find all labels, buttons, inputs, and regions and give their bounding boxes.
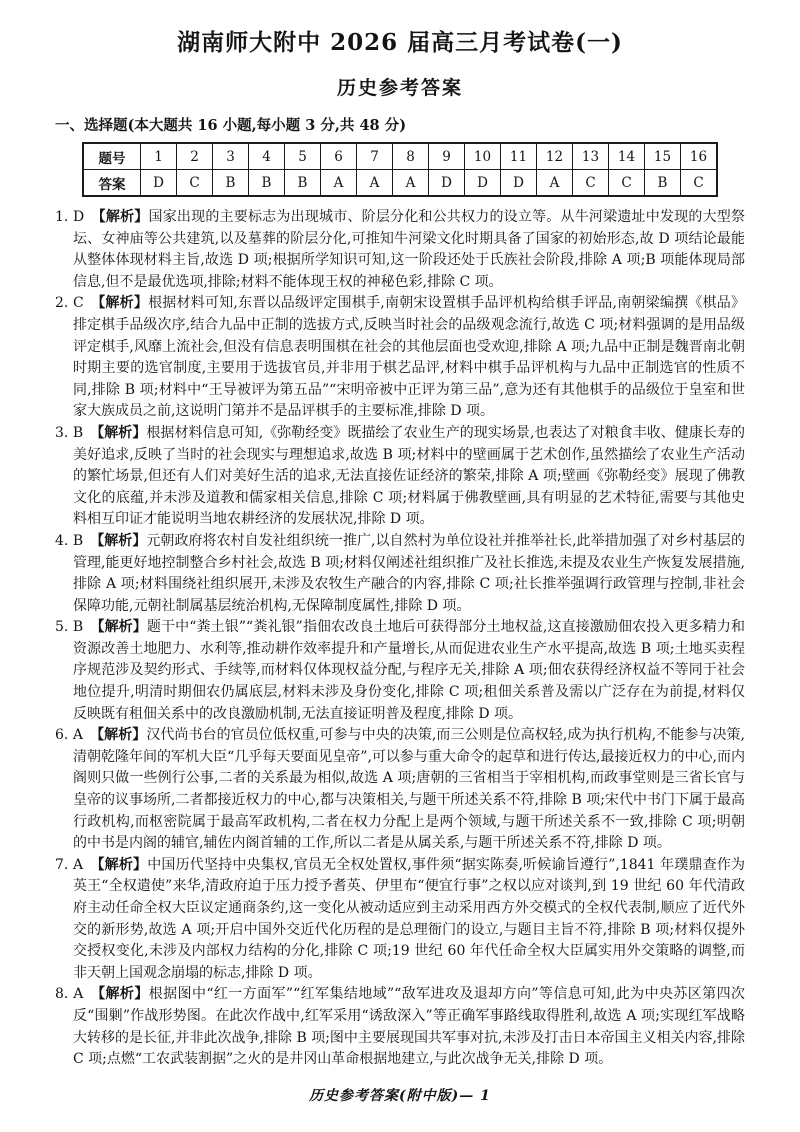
analysis-tag: 【解析】 [98, 295, 149, 312]
question-number-cell: 4 [249, 143, 285, 170]
explanation-text: 根据材料信息可知,《弥勒经变》既描绘了农业生产的现实场景,也表达了对粮食丰收、健康长寿的美好追求,反映了当时的社会现实与理想追求,故选 B 项;材料中的壁画属于艺术创作,虽然描绘了农业生产活动的繁忙场景,但还有人们对美好生活的追求,无法直接佐证经济的繁荣,排除 A 项;壁画《弥勒经变》展现了佛教文化的底蕴,并未涉及道教和儒家相关信息,排除 C 项;材料属于佛教壁画,具有明显的艺术特征,需要与其他史料相互印证才能说明当地农耕经济的发展状况,排除 D 项。 [73, 424, 745, 528]
question-number-cell: 11 [501, 143, 537, 170]
analysis-tag: 【解析】 [98, 209, 149, 225]
question-number-cell: 12 [537, 143, 573, 170]
section-heading-multiple-choice: 一、选择题(本大题共 16 小题,每小题 3 分,共 48 分) [55, 117, 407, 134]
analysis-tag: 【解析】 [97, 727, 147, 744]
question-number-cell: 5 [285, 143, 321, 170]
row-label-question-number: 题号 [83, 143, 141, 170]
question-number-and-answer: 7. A [55, 856, 98, 873]
answer-cell: D [501, 170, 537, 197]
analysis-tag: 【解析】 [97, 856, 148, 873]
explanation-item [55, 855, 745, 985]
question-number-and-answer: 3. B [55, 424, 98, 441]
question-number-and-answer: 6. A [55, 727, 98, 744]
answer-cell: D [465, 170, 501, 197]
answer-cell: C [609, 170, 645, 197]
answer-cell: D [141, 170, 177, 197]
question-number-cell: 10 [465, 143, 501, 170]
explanation-item [55, 207, 745, 293]
explanation-item [55, 423, 745, 531]
explanation-text: 元朝政府将农村自发社组织统一推广,以自然村为单位设社并推举社长,此举措加强了对乡村基层的管理,能更好地控制整合乡村社会,故选 B 项;材料仅阐述社组织推广及社长推选,未提及农业生产恢复发展措施,排除 A 项;材料围绕社组织展开,未涉及农牧生产融合的内容,排除 C 项;社长推举强调行政管理与控制,非社会保障功能,元朝社制属基层统治机构,无保障制度属性,排除 D 项。 [73, 532, 745, 614]
answer-key-title: 历史参考答案 [336, 77, 463, 99]
question-number-and-answer: 5. B [55, 619, 98, 636]
question-number-cell: 13 [573, 143, 609, 170]
explanations-list [55, 207, 745, 1071]
explanation-text: 题干中“粪土银”“粪礼银”指佃农改良土地后可获得部分土地权益,这直接激励佃农投入更多精力和资源改善土地肥力、水利等,推动耕作效率提升和产量增长,从而促进农业生产水平提高,故选 B 项;土地买卖程序规范涉及契约形式、手续等,而材料仅体现权益分配,与程序无关,排除 A 项;佃农获得经济权益不等同于社会地位提升,明清时期佃农仍属底层,材料未涉及身份变化,排除 C 项;租佃关系普及需以广泛存在为前提,材料仅反映既有租佃关系中的改良激励机制,无法直接证明普及程度,排除 D 项。 [73, 619, 745, 722]
answer-cell: C [573, 170, 609, 197]
question-number-and-answer: 4. B [55, 532, 98, 549]
answer-cell: B [249, 170, 285, 197]
answer-cell: A [393, 170, 429, 197]
explanation-text: 中国历代坚持中央集权,官员无全权处置权,事件须“据实陈奏,听候谕旨遵行”,1841 年璞鼎查作为英王“全权遣使”来华,清政府迫于压力授予耆英、伊里布“便宜行事”之权以应对谈判,到 19 世纪 60 年代清政府主动任命全权大臣议定通商条约,这一变化从被动适应到主动采用西方外交模式的全权代表制,顺应了近代外交的新形势,故选 A 项;开启中国外交近代化历程的是总理衙门的设立,与题目主旨不符,排除 B 项;材料仅提外交授权变化,未涉及内部权力结构的分化,排除 C 项;19 世纪 60 年代任命全权大臣属实用外交策略的调整,而非天朝上国观念崩塌的标志,排除 D 项。 [73, 856, 746, 981]
explanation-text: 根据材料可知,东晋以品级评定围棋手,南朝宋设置棋手品评机构给棋手评品,南朝梁编撰《棋品》排定棋手品级次序,结合九品中正制的选拔方式,反映当时社会的品级观念流行,故选 C 项;材料强调的是用品级评定棋手,风靡上流社会,但没有信息表明围棋在社会的其他层面也受欢迎,排除 A 项;九品中正制是魏晋南北朝时期主要的选官制度,主要用于选拔官员,并非用于棋艺品评,材料中棋手品评机构与九品中正制选官的性质不同,排除 B 项;材料中“王导被评为第五品”“宋明帝被中正评为第三品”,意为还有其他棋手的品级位于皇室和世家大族成员之前,这说明门第并不是品评棋手的主要标准,排除 D 项。 [73, 295, 745, 420]
question-number-and-answer: 1. D [55, 209, 99, 225]
question-number-cell: 9 [429, 143, 465, 170]
page-footer: 历史参考答案(附中版)— 1 [309, 1087, 491, 1104]
question-number-cell: 3 [213, 143, 249, 170]
analysis-tag: 【解析】 [97, 619, 147, 636]
explanation-item [55, 725, 745, 855]
answer-table [82, 142, 718, 197]
answer-cell: D [429, 170, 465, 197]
question-number-cell: 7 [357, 143, 393, 170]
answer-cell: B [213, 170, 249, 197]
answer-row [83, 170, 717, 197]
answer-cell: C [681, 170, 718, 197]
answer-cell: A [321, 170, 357, 197]
question-number-cell: 15 [645, 143, 681, 170]
question-number-cell: 16 [681, 143, 718, 170]
explanation-text: 国家出现的主要标志为出现城市、阶层分化和公共权力的设立等。从牛河梁遗址中发现的大型祭坛、女神庙等公共建筑,以及墓葬的阶层分化,可推知牛河梁文化时期具备了国家的初始形态,故 D 项结论最能从整体体现材料主旨,故选 D 项;根据所学知识可知,这一阶段还处于氏族社会阶段,排除 A 项;B 项能体现局部信息,但不是最优选项,排除;材料不能体现王权的神秘色彩,排除 C 项。 [73, 209, 745, 290]
answer-cell: B [285, 170, 321, 197]
answer-cell: A [537, 170, 573, 197]
explanation-item [55, 293, 745, 423]
explanation-item [55, 984, 745, 1070]
explanation-text: 根据图中“红一方面军”“红军集结地域”“敌军进攻及退却方向”等信息可知,此为中央苏区第四次反“围剿”作战形势图。在此次作战中,红军采用“诱敌深入”等正确军事路线取得胜利,故选 A 项;实现红军战略大转移的是长征,并非此次战争,排除 B 项;图中主要展现国共军事对抗,未涉及打击日本帝国主义相关内容,排除 C 项;点燃“工农武装割据”之火的是井冈山革命根据地建立,与此次战争无关,排除 D 项。 [73, 986, 745, 1068]
analysis-tag: 【解析】 [97, 532, 147, 549]
question-number-and-answer: 2. C [55, 295, 99, 312]
question-number-cell: 2 [177, 143, 213, 170]
question-number-cell: 6 [321, 143, 357, 170]
question-number-cell: 1 [141, 143, 177, 170]
explanation-item [55, 617, 745, 725]
answer-cell: B [645, 170, 681, 197]
analysis-tag: 【解析】 [97, 424, 147, 441]
exam-title: 湖南师大附中 2026 届高三月考试卷(一) [177, 29, 623, 56]
answer-cell: A [357, 170, 393, 197]
answer-cell: C [177, 170, 213, 197]
analysis-tag: 【解析】 [98, 986, 149, 1003]
question-number-cell: 14 [609, 143, 645, 170]
question-number-cell: 8 [393, 143, 429, 170]
question-number-row [83, 143, 717, 170]
explanation-text: 汉代尚书台的官员位低权重,可参与中央的决策,而三公则是位高权轻,成为执行机构,不能参与决策,清朝乾隆年间的军机大臣“几乎每天要面见皇帝”,可以参与重大命令的起草和进行传达,最接近权力的中心,而内阁则只做一些例行公事,二者的关系最为相似,故选 A 项;唐朝的三省相当于宰相机构,而政事堂则是三省长官与皇帝的议事场所,二者都接近权力的中心,都与决策相关,与题干所述关系不符,排除 B 项;宋代中书门下属于最高行政机构,而枢密院属于最高军政机构,二者在权力分配上是两个领域,与题干所述关系不一致,排除 C 项;明朝的中书是内阁的辅官,辅佐内阁首辅的工作,所以二者是从属关系,与题干所述关系不符,排除 D 项。 [73, 727, 746, 852]
explanation-item [55, 531, 745, 617]
row-label-answer: 答案 [83, 170, 141, 197]
question-number-and-answer: 8. A [55, 986, 99, 1003]
